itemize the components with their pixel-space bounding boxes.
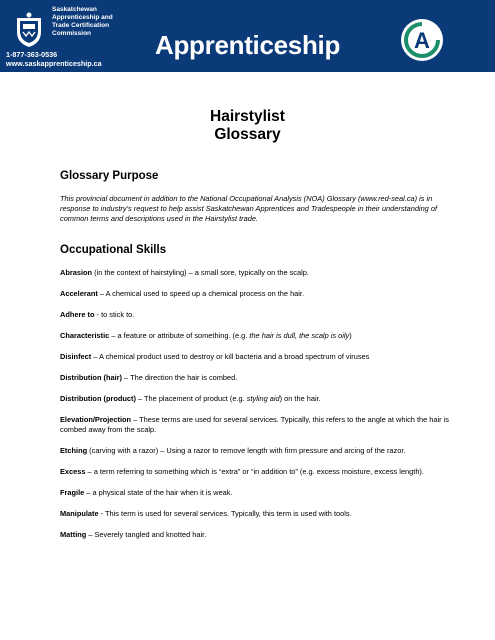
glossary-entry bbox=[60, 467, 450, 477]
term-name: Fragile bbox=[60, 488, 85, 497]
term-definition: – Severely tangled and knotted hair. bbox=[86, 530, 207, 539]
brand-wordmark: Apprenticeship bbox=[155, 30, 341, 60]
term-definition: – a feature or attribute of something. (e.g. bbox=[109, 331, 250, 340]
term-name: Etching bbox=[60, 446, 88, 455]
glossary-entry bbox=[60, 509, 450, 519]
term-definition: – a physical state of the hair when it is weak. bbox=[84, 488, 233, 497]
organization-name bbox=[52, 6, 142, 38]
term-name: Distribution (product) bbox=[60, 394, 136, 403]
org-line-2: Apprenticeship and bbox=[52, 14, 113, 21]
term-example: the hair is dull, the scalp is oily bbox=[249, 331, 350, 340]
phone-number: 1-877-363-0536 bbox=[6, 50, 58, 59]
term-name: Characteristic bbox=[60, 331, 110, 340]
term-name: Accelerant bbox=[60, 289, 98, 298]
glossary-entry bbox=[60, 331, 450, 341]
title-line-1: Hairstylist bbox=[210, 108, 285, 125]
glossary-entry bbox=[60, 289, 450, 299]
document-title bbox=[0, 108, 495, 144]
logo-letter: A bbox=[414, 28, 430, 53]
term-name: Disinfect bbox=[60, 352, 92, 361]
term-name: Matting bbox=[60, 530, 87, 539]
saskatchewan-crest-icon bbox=[14, 12, 44, 48]
glossary-entry bbox=[60, 488, 450, 498]
term-definition: – The placement of product (e.g. bbox=[135, 394, 247, 403]
glossary-entry bbox=[60, 352, 450, 362]
term-definition: - This term is used for several services. Typically, this term is used with tools. bbox=[98, 509, 352, 518]
purpose-heading: Glossary Purpose bbox=[60, 170, 159, 182]
term-definition: – The direction the hair is combed. bbox=[122, 373, 238, 382]
glossary-entry bbox=[60, 268, 450, 278]
glossary-entry bbox=[60, 394, 450, 404]
term-definition-end: ) bbox=[349, 331, 352, 340]
title-line-2: Glossary bbox=[214, 126, 281, 143]
term-definition: – a term referring to something which is “extra” or “in addition to” (e.g. excess moisture, excess length). bbox=[85, 467, 424, 476]
term-name: Distribution (hair) bbox=[60, 373, 122, 382]
glossary-entry bbox=[60, 310, 450, 320]
glossary-entry bbox=[60, 530, 450, 540]
term-definition: – A chemical used to speed up a chemical process on the hair. bbox=[97, 289, 305, 298]
purpose-text: This provincial document in addition to the National Occupational Analysis (NOA) Glossary (www.red-seal.ca) is in response to industry’s request to help assist Saskatchewan Apprentices and Tradespeople in their understanding of common terms and descriptions used in the Hairstylist trade. bbox=[60, 194, 438, 223]
org-line-1: Saskatchewan bbox=[52, 6, 97, 13]
term-name: Abrasion bbox=[60, 268, 93, 277]
website-link[interactable]: www.saskapprenticeship.ca bbox=[6, 59, 102, 68]
org-line-4: Commission bbox=[52, 30, 92, 37]
glossary-entry bbox=[60, 446, 450, 456]
term-definition: (carving with a razor) – Using a razor to remove length with firm pressure and arcing of the razor. bbox=[87, 446, 406, 455]
contact-info bbox=[6, 50, 102, 68]
term-example: styling aid bbox=[246, 394, 280, 403]
term-definition: (in the context of hairstyling) – a small sore, typically on the scalp. bbox=[92, 268, 309, 277]
term-name: Manipulate bbox=[60, 509, 99, 518]
term-definition: - to stick to. bbox=[94, 310, 135, 319]
header-banner bbox=[0, 0, 495, 72]
term-name: Adhere to bbox=[60, 310, 95, 319]
org-line-3: Trade Certification bbox=[52, 22, 110, 29]
term-name: Elevation/Projection bbox=[60, 415, 132, 424]
apprenticeship-logo-icon bbox=[400, 18, 444, 62]
glossary-list bbox=[60, 268, 450, 540]
term-definition: – A chemical product used to destroy or kill bacteria and a broad spectrum of viruses bbox=[91, 352, 370, 361]
glossary-entry bbox=[60, 415, 450, 435]
term-name: Excess bbox=[60, 467, 86, 476]
document-body bbox=[60, 170, 450, 551]
term-definition: – These terms are used for several services. Typically, this refers to the angle at which the hair is combed away from the scalp. bbox=[60, 415, 450, 434]
glossary-entry bbox=[60, 373, 450, 383]
skills-heading: Occupational Skills bbox=[60, 244, 167, 256]
term-definition-end: ) on the hair. bbox=[279, 394, 321, 403]
